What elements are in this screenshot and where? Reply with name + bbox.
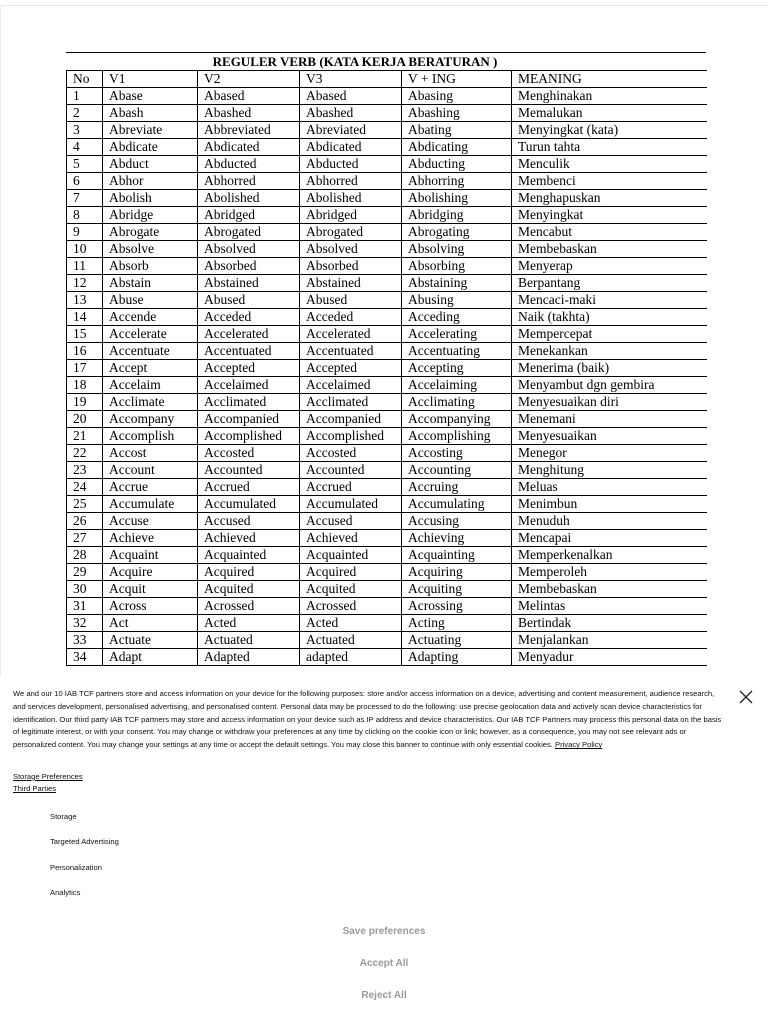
- cell-meaning: Menuduh: [512, 513, 707, 530]
- cell-meaning: Melintas: [512, 598, 707, 615]
- cell-v-ing: Abstaining: [402, 275, 512, 292]
- cell-no: 32: [67, 615, 103, 632]
- table-row: [67, 598, 707, 615]
- cell-v1: Accompany: [103, 411, 198, 428]
- header-v2: V2: [198, 71, 300, 88]
- cell-meaning: Membebaskan: [512, 581, 707, 598]
- cell-v1: Acquit: [103, 581, 198, 598]
- cell-meaning: Menyingkat: [512, 207, 707, 224]
- cell-no: 26: [67, 513, 103, 530]
- cell-v1: Absorb: [103, 258, 198, 275]
- page-top-border: [0, 5, 768, 6]
- cell-v2: Acclimated: [198, 394, 300, 411]
- cell-meaning: Mencaci-maki: [512, 292, 707, 309]
- cell-meaning: Membenci: [512, 173, 707, 190]
- cell-v-ing: Abhorring: [402, 173, 512, 190]
- cell-no: 11: [67, 258, 103, 275]
- table-row: [67, 360, 707, 377]
- cell-v1: Accende: [103, 309, 198, 326]
- cell-v1: Accomplish: [103, 428, 198, 445]
- cell-v2: Accompanied: [198, 411, 300, 428]
- table-row: [67, 564, 707, 581]
- cell-v2: Abashed: [198, 105, 300, 122]
- cell-v-ing: Acclimating: [402, 394, 512, 411]
- cell-meaning: Menyingkat (kata): [512, 122, 707, 139]
- cell-v-ing: Abusing: [402, 292, 512, 309]
- cell-meaning: Menyerap: [512, 258, 707, 275]
- cell-no: 27: [67, 530, 103, 547]
- category-targeted-advertising[interactable]: Targeted Advertising: [50, 837, 119, 846]
- cell-v2: Accentuated: [198, 343, 300, 360]
- cell-v-ing: Abrogating: [402, 224, 512, 241]
- cell-v2: Achieved: [198, 530, 300, 547]
- cell-meaning: Menegor: [512, 445, 707, 462]
- cell-v-ing: Acquainting: [402, 547, 512, 564]
- cell-v-ing: Acceding: [402, 309, 512, 326]
- cell-meaning: Mempercepat: [512, 326, 707, 343]
- cell-v-ing: Abolishing: [402, 190, 512, 207]
- cell-v3: adapted: [300, 649, 402, 666]
- header-meaning: MEANING: [512, 71, 707, 88]
- cell-v3: Abdicated: [300, 139, 402, 156]
- table-row: [67, 462, 707, 479]
- cell-v1: Accrue: [103, 479, 198, 496]
- cell-meaning: Menjalankan: [512, 632, 707, 649]
- cell-v2: Acquired: [198, 564, 300, 581]
- table-row: [67, 428, 707, 445]
- cell-no: 2: [67, 105, 103, 122]
- cell-v1: Abolish: [103, 190, 198, 207]
- cell-v1: Accelaim: [103, 377, 198, 394]
- cell-v2: Accounted: [198, 462, 300, 479]
- cell-v3: Abreviated: [300, 122, 402, 139]
- cell-v-ing: Absorbing: [402, 258, 512, 275]
- cell-v2: Abducted: [198, 156, 300, 173]
- cell-meaning: Membebaskan: [512, 241, 707, 258]
- cell-v1: Adapt: [103, 649, 198, 666]
- cell-v2: Accrued: [198, 479, 300, 496]
- table-row: [67, 173, 707, 190]
- cell-v2: Abstained: [198, 275, 300, 292]
- cell-v1: Accept: [103, 360, 198, 377]
- cell-v3: Acceded: [300, 309, 402, 326]
- cell-v1: Accentuate: [103, 343, 198, 360]
- close-icon[interactable]: [738, 689, 754, 705]
- cell-v1: Abstain: [103, 275, 198, 292]
- cell-v2: Abused: [198, 292, 300, 309]
- cell-no: 14: [67, 309, 103, 326]
- cell-v2: Accused: [198, 513, 300, 530]
- category-storage[interactable]: Storage: [50, 812, 77, 821]
- cell-meaning: Memperkenalkan: [512, 547, 707, 564]
- cell-v-ing: Accelaiming: [402, 377, 512, 394]
- cell-v1: Acquaint: [103, 547, 198, 564]
- table-row: [67, 445, 707, 462]
- cell-meaning: Berpantang: [512, 275, 707, 292]
- cell-no: 21: [67, 428, 103, 445]
- cell-v2: Accelerated: [198, 326, 300, 343]
- cell-meaning: Mencapai: [512, 530, 707, 547]
- cell-v1: Abridge: [103, 207, 198, 224]
- table-row: [67, 309, 707, 326]
- verb-table: [66, 70, 707, 666]
- cell-meaning: Menyambut dgn gembira: [512, 377, 707, 394]
- cell-v3: Abhorred: [300, 173, 402, 190]
- cell-v2: Actuated: [198, 632, 300, 649]
- cell-no: 31: [67, 598, 103, 615]
- cell-v3: Acquited: [300, 581, 402, 598]
- cell-v2: Acted: [198, 615, 300, 632]
- table-row: [67, 394, 707, 411]
- cell-v-ing: Acrossing: [402, 598, 512, 615]
- cell-v2: Acrossed: [198, 598, 300, 615]
- cell-v3: Accompanied: [300, 411, 402, 428]
- cell-v3: Absolved: [300, 241, 402, 258]
- table-row: [67, 581, 707, 598]
- table-row: [67, 411, 707, 428]
- cell-no: 19: [67, 394, 103, 411]
- header-v1: V1: [103, 71, 198, 88]
- cell-no: 1: [67, 88, 103, 105]
- cell-v2: Accumulated: [198, 496, 300, 513]
- cell-v-ing: Abdicating: [402, 139, 512, 156]
- cell-v-ing: Achieving: [402, 530, 512, 547]
- cell-v-ing: Absolving: [402, 241, 512, 258]
- cell-v2: Abhorred: [198, 173, 300, 190]
- header-v3: V3: [300, 71, 402, 88]
- cell-v1: Abuse: [103, 292, 198, 309]
- table-row: [67, 479, 707, 496]
- table-row: [67, 530, 707, 547]
- cell-v3: Acrossed: [300, 598, 402, 615]
- table-row: [67, 224, 707, 241]
- table-row: [67, 496, 707, 513]
- table-row: [67, 156, 707, 173]
- cell-no: 25: [67, 496, 103, 513]
- cell-v3: Achieved: [300, 530, 402, 547]
- cell-no: 18: [67, 377, 103, 394]
- cell-v1: Actuate: [103, 632, 198, 649]
- cell-v2: Absolved: [198, 241, 300, 258]
- table-row: [67, 275, 707, 292]
- category-analytics[interactable]: Analytics: [50, 888, 81, 897]
- cell-v-ing: Accosting: [402, 445, 512, 462]
- cell-meaning: Menculik: [512, 156, 707, 173]
- cell-v2: Accosted: [198, 445, 300, 462]
- cell-v3: Abased: [300, 88, 402, 105]
- cell-no: 9: [67, 224, 103, 241]
- table-row: [67, 207, 707, 224]
- cell-v2: Acquited: [198, 581, 300, 598]
- cell-v2: Abased: [198, 88, 300, 105]
- cell-v-ing: Actuating: [402, 632, 512, 649]
- accept-all-button[interactable]: Accept All: [284, 955, 484, 973]
- cell-meaning: Menyesuaikan diri: [512, 394, 707, 411]
- cell-no: 28: [67, 547, 103, 564]
- cell-v-ing: Accruing: [402, 479, 512, 496]
- cell-v1: Acquire: [103, 564, 198, 581]
- cell-meaning: Menghitung: [512, 462, 707, 479]
- cell-no: 15: [67, 326, 103, 343]
- save-preferences-button[interactable]: Save preferences: [284, 923, 484, 941]
- document-title: REGULER VERB (KATA KERJA BERATURAN ): [66, 52, 706, 70]
- cell-meaning: Menyadur: [512, 649, 707, 666]
- cell-v1: Accumulate: [103, 496, 198, 513]
- table-row: [67, 241, 707, 258]
- cell-v-ing: Abashing: [402, 105, 512, 122]
- cell-no: 24: [67, 479, 103, 496]
- cell-v3: Absorbed: [300, 258, 402, 275]
- cell-v-ing: Adapting: [402, 649, 512, 666]
- verb-document: [66, 52, 706, 666]
- cell-no: 22: [67, 445, 103, 462]
- cell-v2: Adapted: [198, 649, 300, 666]
- cell-v-ing: Accusing: [402, 513, 512, 530]
- cell-v3: Abashed: [300, 105, 402, 122]
- table-row: [67, 139, 707, 156]
- table-row: [67, 377, 707, 394]
- cell-v3: Abused: [300, 292, 402, 309]
- cell-v1: Accelerate: [103, 326, 198, 343]
- table-row: [67, 258, 707, 275]
- cell-no: 10: [67, 241, 103, 258]
- cell-v-ing: Abasing: [402, 88, 512, 105]
- cell-v-ing: Acquiting: [402, 581, 512, 598]
- cell-v1: Abase: [103, 88, 198, 105]
- consent-text: We and our 10 IAB TCF partners store and access information on your device for the following purposes: store and/or access information on a device, advertising and content measurement, audience research, and services development, personalised advertising, and personalised content. Personal data may be processed to do the following: use precise geolocation data and actively scan device characteristics for identification. Our third party IAB TCF partners may store and access information on your device such as IP address and device characteristics. Our IAB TCF Partners may process this personal data on the basis of legitimate interest, or with your consent. You may change or withdraw your preferences at any time by clicking on the cookie icon or link; however, as a consequence, you may not see relevant ads or personalized content. You may change your settings at any time or accept the default settings. You may close this banner to continue with only essential cookies.: [13, 689, 722, 750]
- third-parties-link[interactable]: Third Parties: [13, 784, 57, 793]
- cell-v1: Abhor: [103, 173, 198, 190]
- cell-no: 17: [67, 360, 103, 377]
- cell-v3: Accrued: [300, 479, 402, 496]
- cell-no: 29: [67, 564, 103, 581]
- cell-v1: Abdicate: [103, 139, 198, 156]
- cell-v-ing: Accompanying: [402, 411, 512, 428]
- cell-v1: Accost: [103, 445, 198, 462]
- cell-v1: Abrogate: [103, 224, 198, 241]
- cell-no: 4: [67, 139, 103, 156]
- cell-v2: Accomplished: [198, 428, 300, 445]
- cell-v1: Accuse: [103, 513, 198, 530]
- cell-no: 30: [67, 581, 103, 598]
- cell-v-ing: Accumulating: [402, 496, 512, 513]
- cell-v2: Absorbed: [198, 258, 300, 275]
- cell-v3: Accepted: [300, 360, 402, 377]
- cell-no: 20: [67, 411, 103, 428]
- cell-v3: Abstained: [300, 275, 402, 292]
- cell-no: 8: [67, 207, 103, 224]
- cell-v3: Accused: [300, 513, 402, 530]
- cell-v3: Abolished: [300, 190, 402, 207]
- cell-v2: Acceded: [198, 309, 300, 326]
- cell-v3: Accomplished: [300, 428, 402, 445]
- cell-v3: Accentuated: [300, 343, 402, 360]
- cell-v3: Accumulated: [300, 496, 402, 513]
- cell-meaning: Menerima (baik): [512, 360, 707, 377]
- verb-table-body: [67, 88, 707, 666]
- cell-v-ing: Abducting: [402, 156, 512, 173]
- cell-meaning: Mencabut: [512, 224, 707, 241]
- cell-v2: Abolished: [198, 190, 300, 207]
- cell-v3: Abducted: [300, 156, 402, 173]
- table-row: [67, 547, 707, 564]
- cell-meaning: Turun tahta: [512, 139, 707, 156]
- cell-v3: Abrogated: [300, 224, 402, 241]
- cell-v-ing: Acquiring: [402, 564, 512, 581]
- cell-v3: Accelaimed: [300, 377, 402, 394]
- table-row: [67, 190, 707, 207]
- cell-v3: Acquired: [300, 564, 402, 581]
- cell-v1: Across: [103, 598, 198, 615]
- cell-no: 23: [67, 462, 103, 479]
- cell-meaning: Memperoleh: [512, 564, 707, 581]
- cell-meaning: Naik (takhta): [512, 309, 707, 326]
- cell-v-ing: Accepting: [402, 360, 512, 377]
- cell-v1: Act: [103, 615, 198, 632]
- cell-v2: Accelaimed: [198, 377, 300, 394]
- cell-v-ing: Accelerating: [402, 326, 512, 343]
- cell-no: 33: [67, 632, 103, 649]
- cell-v-ing: Abridging: [402, 207, 512, 224]
- table-row: [67, 343, 707, 360]
- table-row: [67, 649, 707, 666]
- privacy-policy-link[interactable]: Privacy Policy: [555, 740, 603, 750]
- cell-v2: Abrogated: [198, 224, 300, 241]
- cell-no: 16: [67, 343, 103, 360]
- cell-meaning: Meluas: [512, 479, 707, 496]
- cell-v-ing: Accentuating: [402, 343, 512, 360]
- cell-v1: Acclimate: [103, 394, 198, 411]
- cell-meaning: Menemani: [512, 411, 707, 428]
- consent-description: [13, 688, 725, 752]
- cell-meaning: Bertindak: [512, 615, 707, 632]
- cell-no: 6: [67, 173, 103, 190]
- category-personalization[interactable]: Personalization: [50, 863, 102, 872]
- cell-no: 7: [67, 190, 103, 207]
- table-row: [67, 632, 707, 649]
- cell-meaning: Menyesuaikan: [512, 428, 707, 445]
- cell-v-ing: Accomplishing: [402, 428, 512, 445]
- table-row: [67, 105, 707, 122]
- table-header-row: [67, 71, 707, 88]
- cell-v3: Abridged: [300, 207, 402, 224]
- cell-v1: Abreviate: [103, 122, 198, 139]
- cell-v2: Acquainted: [198, 547, 300, 564]
- header-v-ing: V + ING: [402, 71, 512, 88]
- storage-preferences-link[interactable]: Storage Preferences: [13, 772, 83, 781]
- cell-v1: Achieve: [103, 530, 198, 547]
- cell-meaning: Menghapuskan: [512, 190, 707, 207]
- cell-v-ing: Abating: [402, 122, 512, 139]
- table-row: [67, 326, 707, 343]
- cell-v3: Acted: [300, 615, 402, 632]
- cell-v2: Abbreviated: [198, 122, 300, 139]
- cell-v3: Acquainted: [300, 547, 402, 564]
- cell-v1: Account: [103, 462, 198, 479]
- cell-v2: Abridged: [198, 207, 300, 224]
- cell-meaning: Menimbun: [512, 496, 707, 513]
- cell-no: 12: [67, 275, 103, 292]
- cell-meaning: Menghinakan: [512, 88, 707, 105]
- header-no: No: [67, 71, 103, 88]
- cell-no: 13: [67, 292, 103, 309]
- cell-v1: Abash: [103, 105, 198, 122]
- cell-v1: Abduct: [103, 156, 198, 173]
- table-row: [67, 513, 707, 530]
- cell-v-ing: Accounting: [402, 462, 512, 479]
- cell-no: 5: [67, 156, 103, 173]
- cell-no: 3: [67, 122, 103, 139]
- cell-v2: Abdicated: [198, 139, 300, 156]
- cell-v-ing: Acting: [402, 615, 512, 632]
- cell-no: 34: [67, 649, 103, 666]
- table-row: [67, 292, 707, 309]
- cell-v3: Accounted: [300, 462, 402, 479]
- cookie-consent-banner: [0, 676, 768, 1024]
- reject-all-button[interactable]: Reject All: [284, 987, 484, 1005]
- cell-v3: Accelerated: [300, 326, 402, 343]
- cell-v3: Accosted: [300, 445, 402, 462]
- cell-meaning: Memalukan: [512, 105, 707, 122]
- table-row: [67, 88, 707, 105]
- table-row: [67, 615, 707, 632]
- cell-v3: Acclimated: [300, 394, 402, 411]
- cell-v2: Accepted: [198, 360, 300, 377]
- cell-v1: Absolve: [103, 241, 198, 258]
- table-row: [67, 122, 707, 139]
- cell-meaning: Menekankan: [512, 343, 707, 360]
- cell-v3: Actuated: [300, 632, 402, 649]
